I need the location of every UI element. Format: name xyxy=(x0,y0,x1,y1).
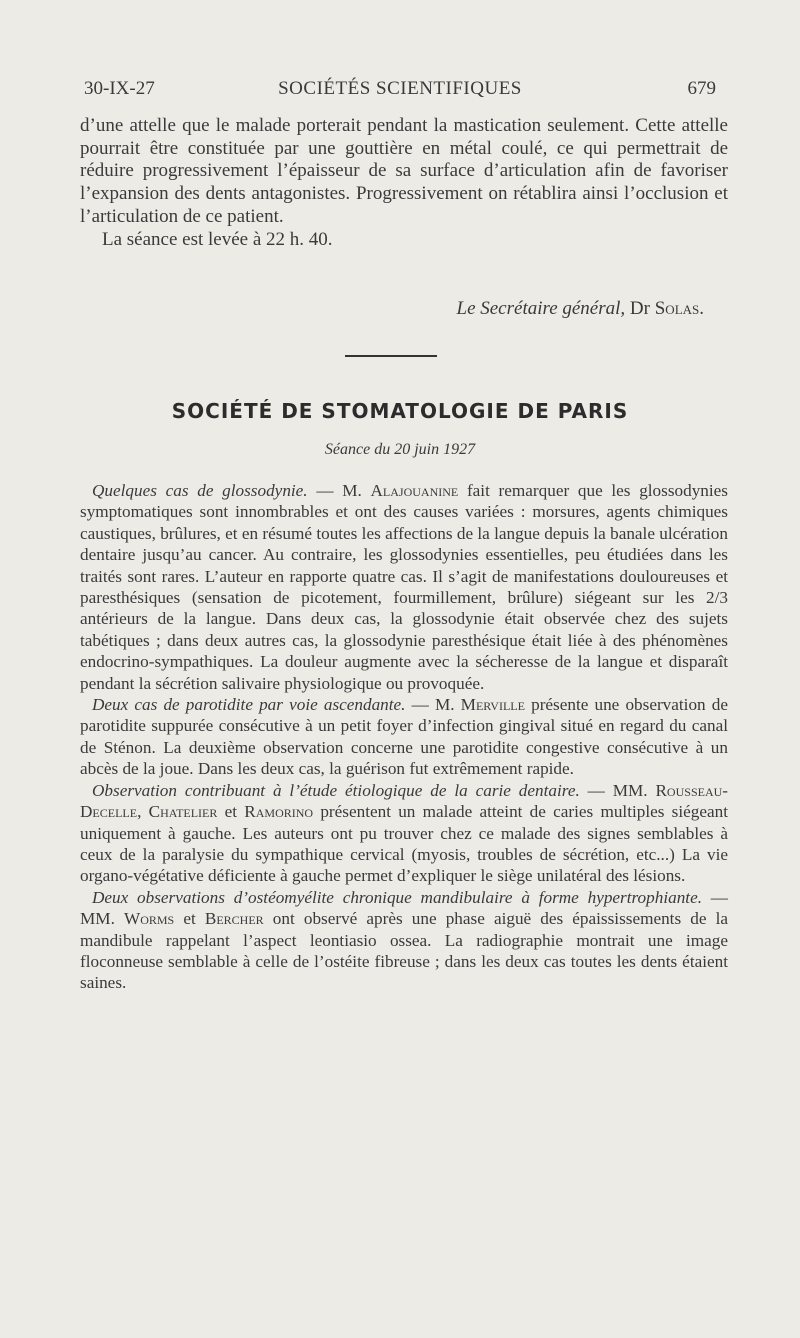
communication-author: Alajouanine xyxy=(370,481,459,500)
session-date: Séance du 20 juin 1927 xyxy=(324,441,476,458)
conjunction: et xyxy=(174,909,205,929)
communication-author: Merville xyxy=(460,695,525,715)
communication-item xyxy=(80,780,728,887)
signature xyxy=(457,298,705,320)
communication-author: Ramorino xyxy=(244,802,314,822)
communication-item xyxy=(80,887,728,994)
communications xyxy=(80,480,728,994)
signature-title: Dr xyxy=(629,298,650,319)
separator: — MM. xyxy=(80,887,728,929)
header-date: 30-IX-27 xyxy=(84,78,155,99)
communication-author: Worms xyxy=(123,909,175,929)
running-title: SOCIÉTÉS SCIENTIFIQUES xyxy=(278,78,522,99)
communication-title: Quelques cas de glossodynie. xyxy=(92,481,308,500)
communication-text: fait remarquer que les glossodynies symptomatiques sont innombrables et ont des causes variées : morsures, agents chimiques caustiques, brûlures, et en résumé toutes les affections de la langue depuis la banale ulcération dentaire jusqu’au cancer. Au contraire, les glossodynies essentielles, peu étudiées dans les traités sont rares. L’auteur en rapporte quatre cas. Il s’agit de manifestations douloureuses et paresthésiques (sensation de picotement, fourmillement, brûlure) siégeant sur les 2/3 antérieurs de la langue. Dans deux cas, la glossodynie était observée chez des sujets tabétiques ; dans deux autres cas, la glossodynie paresthésique était liée à des phénomènes endocrino-sympathiques. La douleur augmente avec la sécheresse de la langue et disparaît pendant la sécrétion salivaire physiologique ou provoquée. xyxy=(80,481,728,693)
continuation-text xyxy=(80,115,728,251)
separator: — M. xyxy=(307,481,371,500)
communication-text: présentent un malade atteint de caries multiples siégeant uniquement à gauche. Les auteurs ont pu trouver chez ce malade des signes semblables à ceux de la paralysie du sympathique cervical (myosis, troubles de sécrétion, etc...) La vie organo-végétative déficiente à gauche permet d’expliquer le siège unilatéral des lésions. xyxy=(80,802,728,886)
separator: — MM. xyxy=(579,780,656,800)
communication-author: Bercher xyxy=(204,909,264,929)
page-number: 679 xyxy=(687,78,716,99)
society-heading: SOCIÉTÉ DE STOMATOLOGIE DE PARIS xyxy=(171,399,629,423)
communication-title: Deux cas de parotidite par voie ascendante. xyxy=(92,695,406,715)
signature-role: Le Secrétaire général, xyxy=(456,298,626,319)
page-header xyxy=(84,78,716,108)
signature-name: Solas. xyxy=(654,298,704,319)
communication-item xyxy=(80,694,728,780)
communication-text: ont observé après une phase aiguë des épaississements de la mandibule rappelant l’aspect leontiasio ossea. La radiographie montrait une image floconneuse semblable à celle de l’ostéite fibreuse ; dans les deux cas toutes les dents étaient saines. xyxy=(80,909,728,993)
communication-author: Rousseau-Decelle, Chatelier xyxy=(80,780,728,822)
communication-title: Observation contribuant à l’étude étiologique de la carie dentaire. xyxy=(92,780,580,800)
communication-text: présente une observation de parotidite suppurée consécutive à un petit foyer d’infection gingival situé en regard du canal de Sténon. La deuxième observation concerne une parotidite congestive consécutive à un abcès de la joue. Dans les deux cas, la guérison fut extrêmement rapide. xyxy=(80,695,728,779)
communication-title: Deux observations d’ostéomyélite chronique mandibulaire à forme hypertrophiante. xyxy=(92,887,703,907)
communication-item xyxy=(80,480,728,694)
conjunction: et xyxy=(217,802,245,822)
continuation-paragraph: d’une attelle que le malade porterait pendant la mastication seulement. Cette attelle pourrait être constituée par une gouttière en métal coulé, ce qui permettrait de réduire progressivement l’épaisseur de sa surface d’articulation afin de favoriser l’expansion des dents antagonistes. Progressivement on rétablira ainsi l’occlusion et l’articulation de ce patient. xyxy=(80,115,728,227)
separator: — M. xyxy=(405,695,461,715)
section-divider xyxy=(345,355,437,357)
closing-line: La séance est levée à 22 h. 40. xyxy=(102,228,333,250)
